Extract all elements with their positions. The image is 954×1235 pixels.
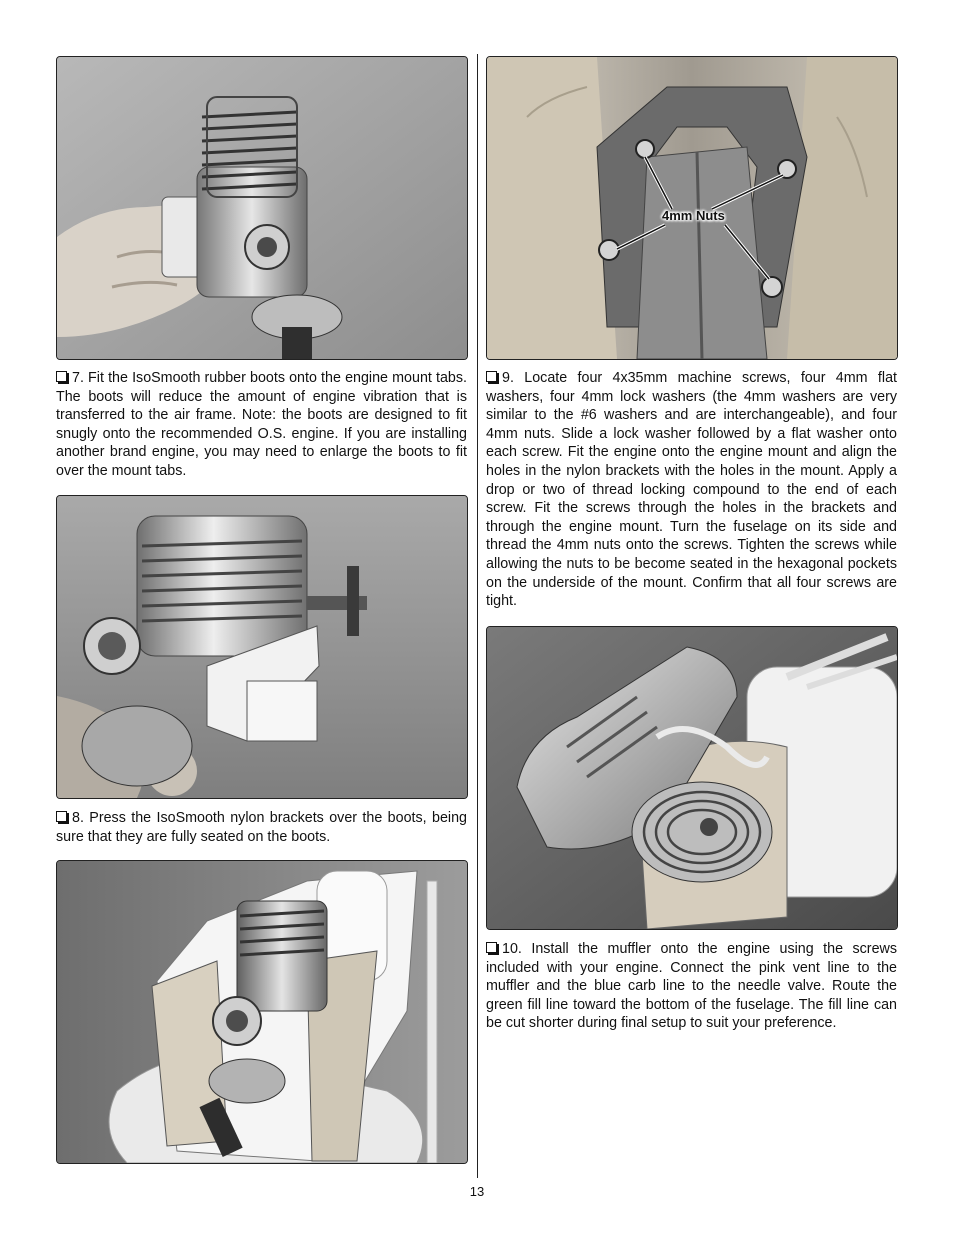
- engine-boots-illustration: [57, 57, 467, 359]
- step-10-text: [486, 940, 897, 1033]
- engine-fuselage-illustration: [57, 861, 467, 1163]
- checkbox-icon[interactable]: [486, 371, 497, 382]
- step-7-body: 7. Fit the IsoSmooth rubber boots onto the engine mount tabs. The boots will reduce the amount of engine vibration that is transferred to the air frame. Note: the boots are designed to fit snugly onto the recommended O.S. engine. If you are installing another brand engine, you may need to enlarge the boots to fit over the mount tabs.: [56, 370, 467, 479]
- engine-brackets-illustration: [57, 496, 467, 798]
- step-8-body: 8. Press the IsoSmooth nylon brackets over the boots, being sure that they are fully seated on the boots.: [56, 810, 467, 845]
- column-divider: [477, 54, 478, 1178]
- photo-engine-nylon-brackets: [56, 495, 468, 799]
- step-9-body: 9. Locate four 4x35mm machine screws, four 4mm flat washers, four 4mm lock washers (the 4mm washers are very similar to the #6 washers and are interchangeable), and four 4mm nuts. Slide a lock washer followed by a flat washer onto each screw. Fit the engine onto the engine mount and align the holes in the nylon brackets with the holes in the mount. Apply a drop or two of thread locking compound to the end of each screw. Fit the screws through the holes in the brackets and through the engine mount. Turn the fuselage on its side and thread the 4mm nuts onto the screws. Tighten the screws while allowing the nuts to be become seated in the hexagonal pockets on the underside of the mount. Confirm that all four screws are tight.: [486, 370, 897, 610]
- page-number: 13: [469, 1184, 485, 1199]
- photo-muffler-installed: [486, 626, 898, 930]
- step-8-text: [56, 809, 467, 846]
- photo-engine-mount-nuts: [486, 56, 898, 360]
- checkbox-icon[interactable]: [56, 811, 67, 822]
- checkbox-icon[interactable]: [486, 942, 497, 953]
- photo-engine-rubber-boots: [56, 56, 468, 360]
- step-7-text: [56, 369, 467, 481]
- callout-4mm-nuts: 4mm Nuts: [662, 208, 725, 223]
- photo-engine-in-fuselage: [56, 860, 468, 1164]
- checkbox-icon[interactable]: [56, 371, 67, 382]
- step-10-body: 10. Install the muffler onto the engine using the screws included with your engine. Connect the pink vent line to the muffler and the blue carb line to the needle valve. Route the green fill line toward the bottom of the fuselage. The fill line can be cut shorter during final setup to suit your preference.: [486, 941, 897, 1032]
- step-9-text: [486, 369, 897, 611]
- muffler-illustration: [487, 627, 897, 929]
